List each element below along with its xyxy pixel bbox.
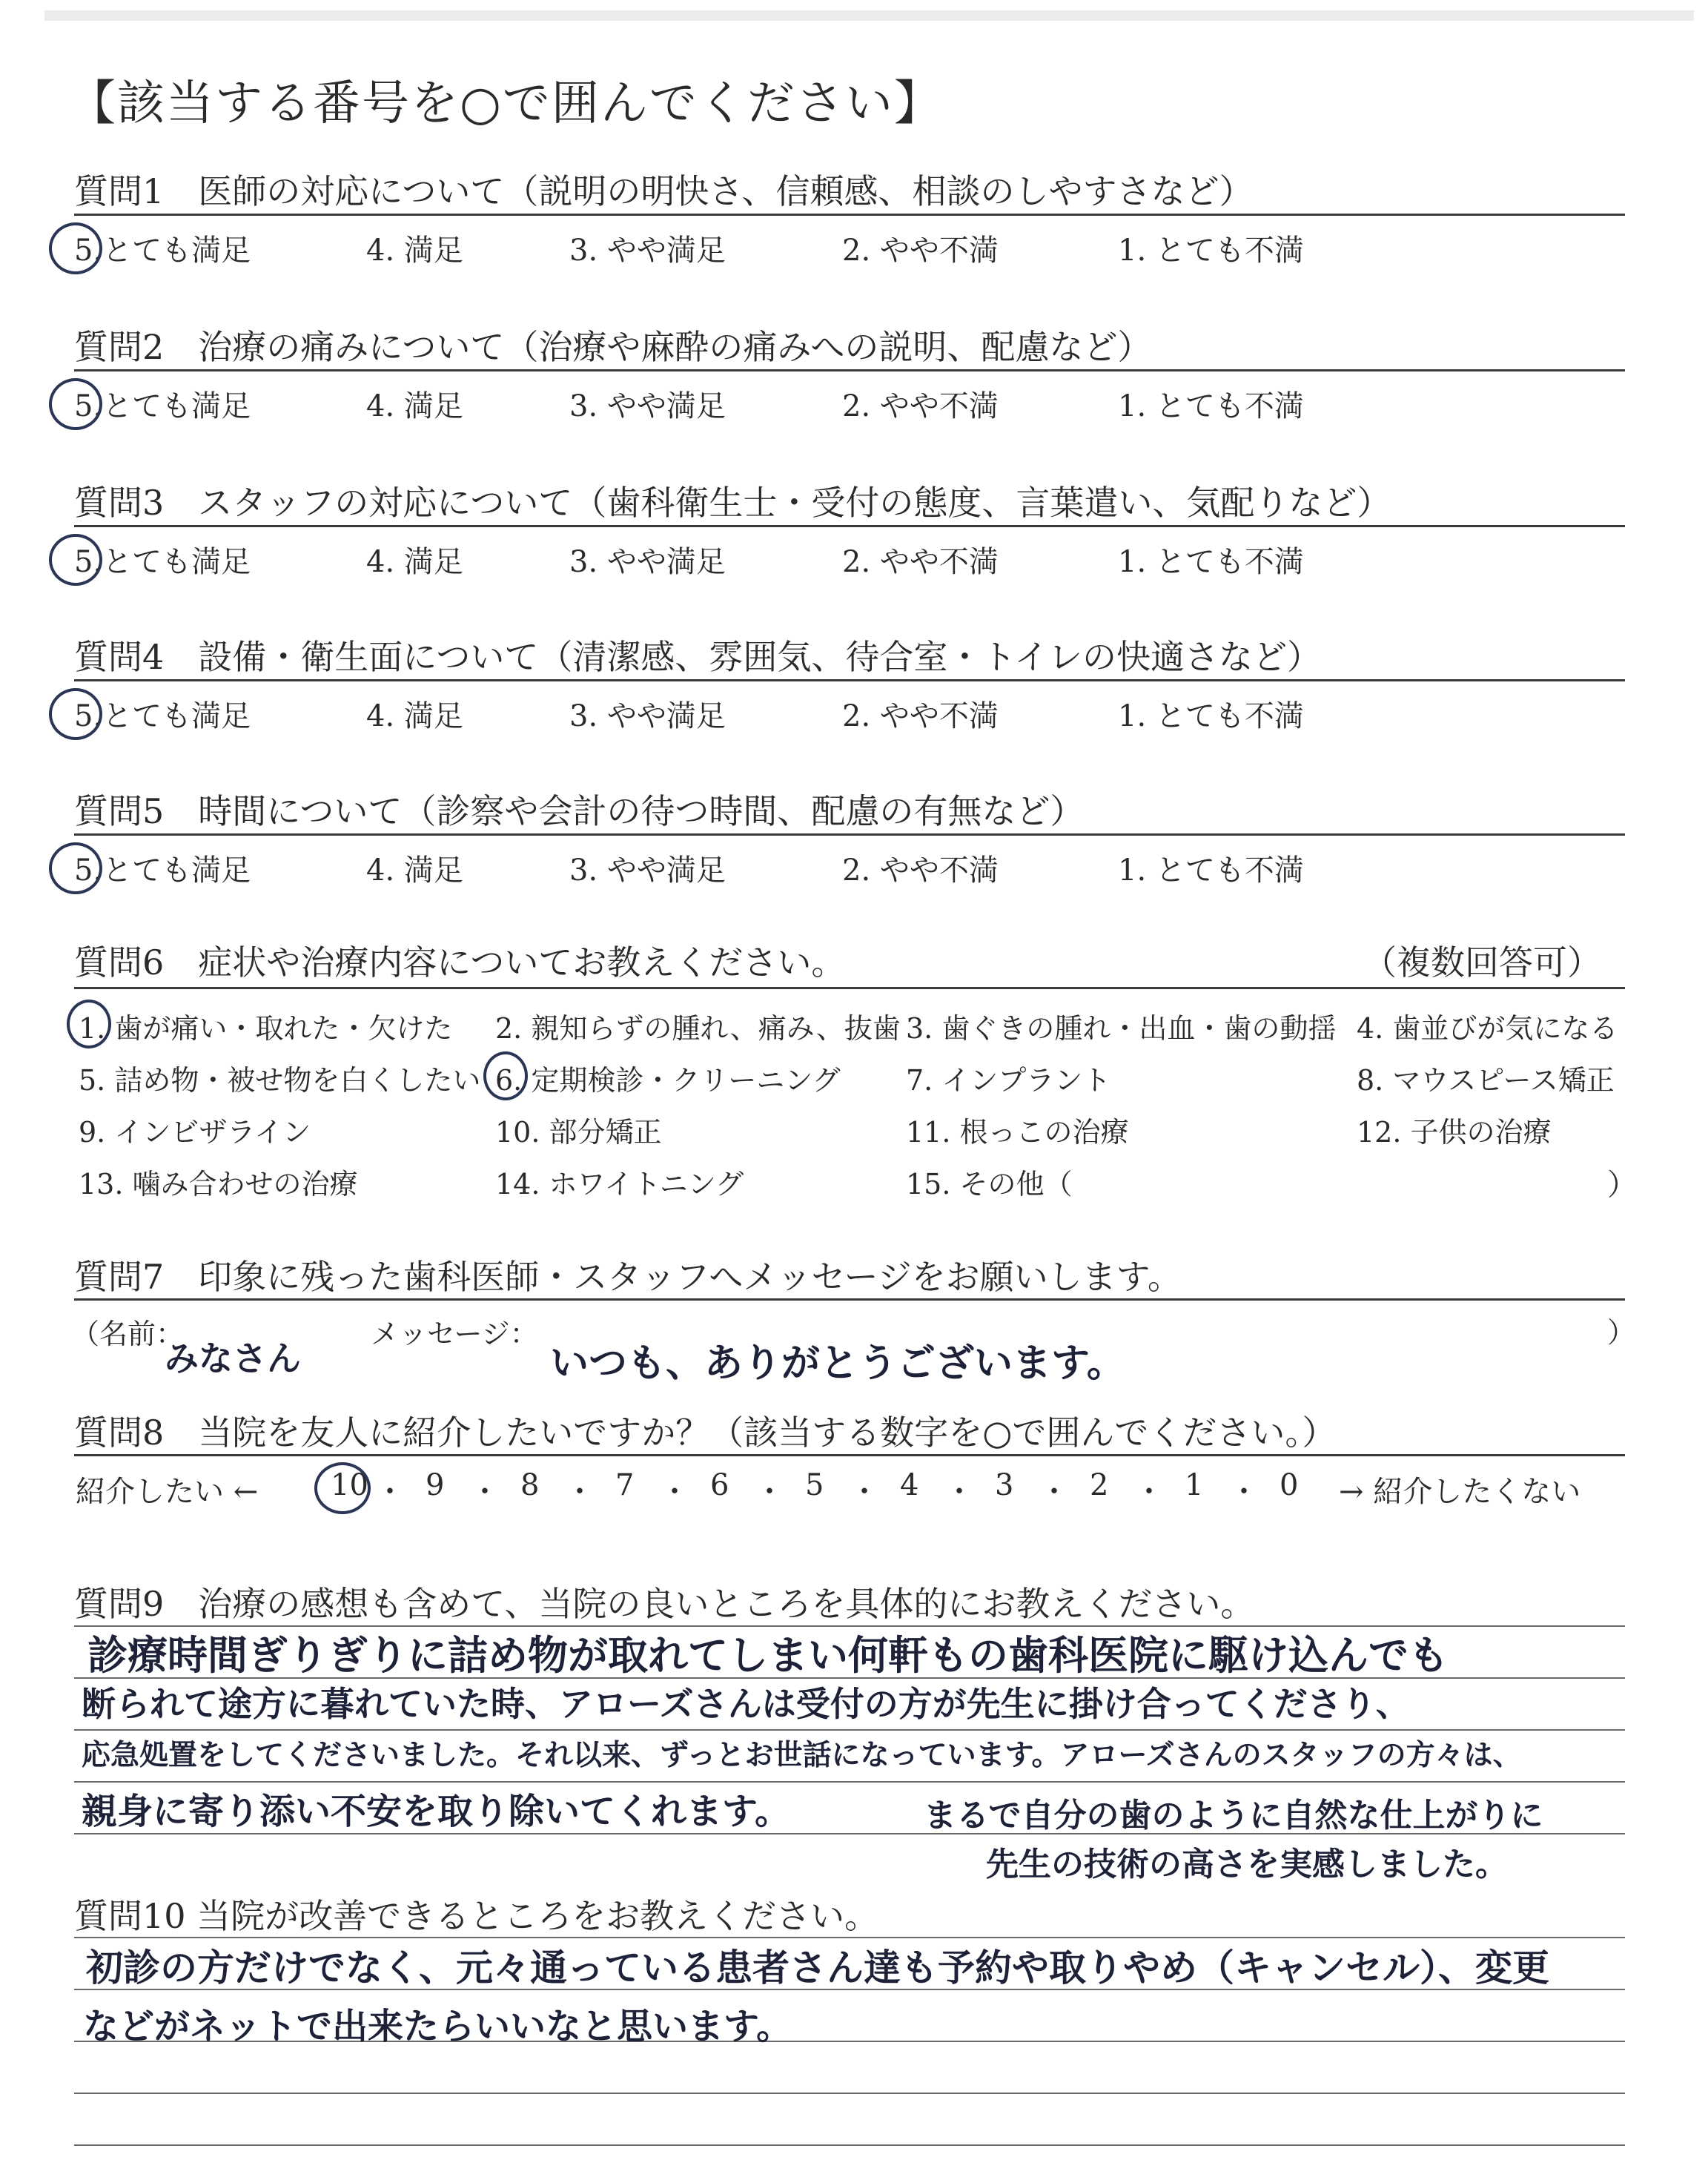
- q8-scale-value[interactable]: 7: [615, 1468, 635, 1502]
- q5-title: 質問5 時間について（診察や会計の待つ時間、配慮の有無など）: [74, 791, 1085, 831]
- q6-option[interactable]: 6. 定期検診・クリーニング: [495, 1064, 841, 1097]
- selection-circle: [67, 1000, 111, 1048]
- q1-option[interactable]: 3. やや満足: [569, 234, 726, 268]
- q7-message-value[interactable]: いつも、ありがとうございます。: [550, 1341, 1125, 1386]
- q2-option[interactable]: 4. 満足: [366, 389, 463, 423]
- form-heading: 【該当する番号を○で囲んでください】: [68, 76, 943, 131]
- q3-option[interactable]: 5.とても満足: [74, 545, 251, 579]
- q3-title: 質問3 スタッフの対応について（歯科衛生士・受付の態度、言葉遣い、気配りなど）: [74, 483, 1391, 523]
- q8-scale-value[interactable]: 8: [520, 1468, 540, 1502]
- q8-scale-value[interactable]: 3: [995, 1468, 1014, 1502]
- q5-option[interactable]: 3. やや満足: [569, 853, 726, 888]
- q6-option[interactable]: 9. インビザライン: [79, 1116, 311, 1149]
- q4-option[interactable]: 4. 満足: [366, 699, 463, 733]
- q7-name-label: （名前：: [71, 1318, 185, 1350]
- q1-option[interactable]: 4. 満足: [366, 234, 463, 268]
- q6-option[interactable]: 8. マウスピース矯正: [1357, 1064, 1615, 1097]
- q6-option[interactable]: 12. 子供の治療: [1357, 1116, 1552, 1149]
- q8-separator: ・: [565, 1475, 595, 1509]
- selection-circle: [314, 1462, 371, 1514]
- q8-left-label: 紹介したい ←: [76, 1475, 259, 1509]
- q8-separator: ・: [944, 1475, 974, 1509]
- q5-option[interactable]: 5.とても満足: [74, 853, 251, 888]
- q1-title: 質問1 医師の対応について（説明の明快さ、信頼感、相談のしやすさなど）: [74, 171, 1254, 211]
- q8-scale-value[interactable]: 5: [805, 1468, 824, 1502]
- q4-title: 質問4 設備・衛生面について（清潔感、雰囲気、待合室・トイレの快適さなど）: [74, 637, 1322, 677]
- q4-option[interactable]: 1. とても不満: [1118, 699, 1304, 733]
- selection-circle: [49, 222, 102, 274]
- q4-option[interactable]: 5.とても満足: [74, 699, 251, 733]
- q4-option[interactable]: 2. やや不満: [842, 699, 999, 733]
- q9-answer-line[interactable]: 先生の技術の高さを実感しました。: [986, 1846, 1508, 1883]
- q6-close-paren: ）: [1607, 1168, 1637, 1202]
- q9-answer-line[interactable]: 診療時間ぎりぎりに詰め物が取れてしまい何軒もの歯科医院に駆け込んでも: [87, 1632, 1449, 1679]
- q5-option[interactable]: 1. とても不満: [1118, 853, 1304, 888]
- q8-scale-value[interactable]: 0: [1280, 1468, 1299, 1502]
- q10-answer-line[interactable]: などがネットで出来たらいいなと思います。: [83, 2006, 792, 2047]
- q1-option[interactable]: 5.とても満足: [74, 234, 251, 268]
- q10-title: 質問10 当院が改善できるところをお教えください。: [74, 1896, 879, 1936]
- q3-option[interactable]: 2. やや不満: [842, 545, 999, 579]
- q1-option[interactable]: 2. やや不満: [842, 234, 999, 268]
- q8-separator: ・: [660, 1475, 689, 1509]
- q10-answer-line[interactable]: 初診の方だけでなく、元々通っている患者さん達も予約や取りやめ（キャンセル）、変更: [86, 1946, 1549, 1989]
- q8-scale-value[interactable]: 2: [1090, 1468, 1109, 1502]
- q6-option[interactable]: 3. 歯ぐきの腫れ・出血・歯の動揺: [906, 1012, 1337, 1045]
- q3-option[interactable]: 4. 満足: [366, 545, 463, 579]
- q7-close-paren: ）: [1607, 1316, 1636, 1349]
- q3-rule: [74, 525, 1625, 527]
- q6-option[interactable]: 15. その他（: [906, 1168, 1073, 1200]
- q5-rule: [74, 833, 1625, 836]
- q9-answer-line[interactable]: まるで自分の歯のように自然な仕上がりに: [924, 1797, 1543, 1834]
- q2-option[interactable]: 2. やや不満: [842, 389, 999, 423]
- q8-scale-value[interactable]: 6: [710, 1468, 729, 1502]
- q6-option[interactable]: 10. 部分矯正: [495, 1116, 662, 1149]
- q8-scale-value[interactable]: 9: [426, 1468, 445, 1502]
- q7-message-label: メッセージ：: [371, 1318, 538, 1350]
- q8-separator: ・: [850, 1475, 879, 1509]
- q7-name-value[interactable]: みなさん: [165, 1338, 301, 1378]
- q2-rule: [74, 369, 1625, 371]
- scan-edge: [44, 10, 1694, 21]
- q5-option[interactable]: 4. 満足: [366, 853, 463, 888]
- q8-separator: ・: [1134, 1475, 1164, 1509]
- q8-rule: [74, 1454, 1625, 1456]
- q6-title: 質問6 症状や治療内容についてお教えください。: [74, 942, 846, 982]
- q6-option[interactable]: 4. 歯並びが気になる: [1357, 1012, 1618, 1045]
- q10-line: [74, 2144, 1625, 2146]
- q1-option[interactable]: 1. とても不満: [1118, 234, 1304, 268]
- q3-option[interactable]: 1. とても不満: [1118, 545, 1304, 579]
- q6-note: （複数回答可）: [1363, 942, 1601, 982]
- q3-option[interactable]: 3. やや満足: [569, 545, 726, 579]
- q2-option[interactable]: 1. とても不満: [1118, 389, 1304, 423]
- q6-option[interactable]: 14. ホワイトニング: [495, 1168, 744, 1200]
- q8-scale-value[interactable]: 1: [1185, 1468, 1204, 1502]
- q8-separator: ・: [755, 1475, 784, 1509]
- q8-separator: ・: [1039, 1475, 1069, 1509]
- selection-circle: [49, 378, 102, 430]
- q4-option[interactable]: 3. やや満足: [569, 699, 726, 733]
- q9-answer-line[interactable]: 親身に寄り添い不安を取り除いてくれます。: [82, 1791, 791, 1832]
- q9-answer-line[interactable]: 断られて途方に暮れていた時、アローズさんは受付の方が先生に掛け合ってくださり、: [82, 1684, 1410, 1724]
- q5-option[interactable]: 2. やや不満: [842, 853, 999, 888]
- q8-separator: ・: [375, 1475, 405, 1509]
- q2-option[interactable]: 3. やや満足: [569, 389, 726, 423]
- q8-title: 質問8 当院を友人に紹介したいですか？（該当する数字を○で囲んでください。）: [74, 1413, 1337, 1453]
- q7-rule: [74, 1298, 1625, 1301]
- q8-separator: ・: [1229, 1475, 1259, 1509]
- q2-title: 質問2 治療の痛みについて（治療や麻酔の痛みへの説明、配慮など）: [74, 327, 1152, 367]
- q8-separator: ・: [470, 1475, 500, 1509]
- q7-title: 質問7 印象に残った歯科医師・スタッフへメッセージをお願いします。: [74, 1257, 1182, 1297]
- selection-circle: [49, 688, 102, 740]
- q1-rule: [74, 214, 1625, 216]
- q6-option[interactable]: 5. 詰め物・被せ物を白くしたい: [79, 1064, 481, 1097]
- q9-title: 質問9 治療の感想も含めて、当院の良いところを具体的にお教えください。: [74, 1584, 1255, 1624]
- q6-option[interactable]: 1. 歯が痛い・取れた・欠けた: [79, 1012, 453, 1045]
- selection-circle: [483, 1051, 528, 1100]
- q6-option[interactable]: 13. 噛み合わせの治療: [79, 1168, 358, 1200]
- q6-option[interactable]: 7. インプラント: [906, 1064, 1111, 1097]
- selection-circle: [49, 534, 102, 586]
- q8-scale-value[interactable]: 4: [900, 1468, 919, 1502]
- q8-scale-value[interactable]: 10: [331, 1468, 368, 1502]
- q9-answer-line[interactable]: 応急処置をしてくださいました。それ以来、ずっとお世話になっています。アローズさんのスタッフの方々は、: [82, 1739, 1522, 1772]
- q8-right-label: → 紹介したくない: [1339, 1475, 1581, 1509]
- q6-option[interactable]: 2. 親知らずの腫れ、痛み、抜歯: [495, 1012, 901, 1045]
- q10-line: [74, 2093, 1625, 2094]
- q4-rule: [74, 679, 1625, 681]
- q2-option[interactable]: 5.とても満足: [74, 389, 251, 423]
- q6-option[interactable]: 11. 根っこの治療: [906, 1116, 1129, 1149]
- q6-rule: [74, 987, 1625, 989]
- selection-circle: [49, 842, 102, 894]
- q9-line: [74, 1729, 1625, 1731]
